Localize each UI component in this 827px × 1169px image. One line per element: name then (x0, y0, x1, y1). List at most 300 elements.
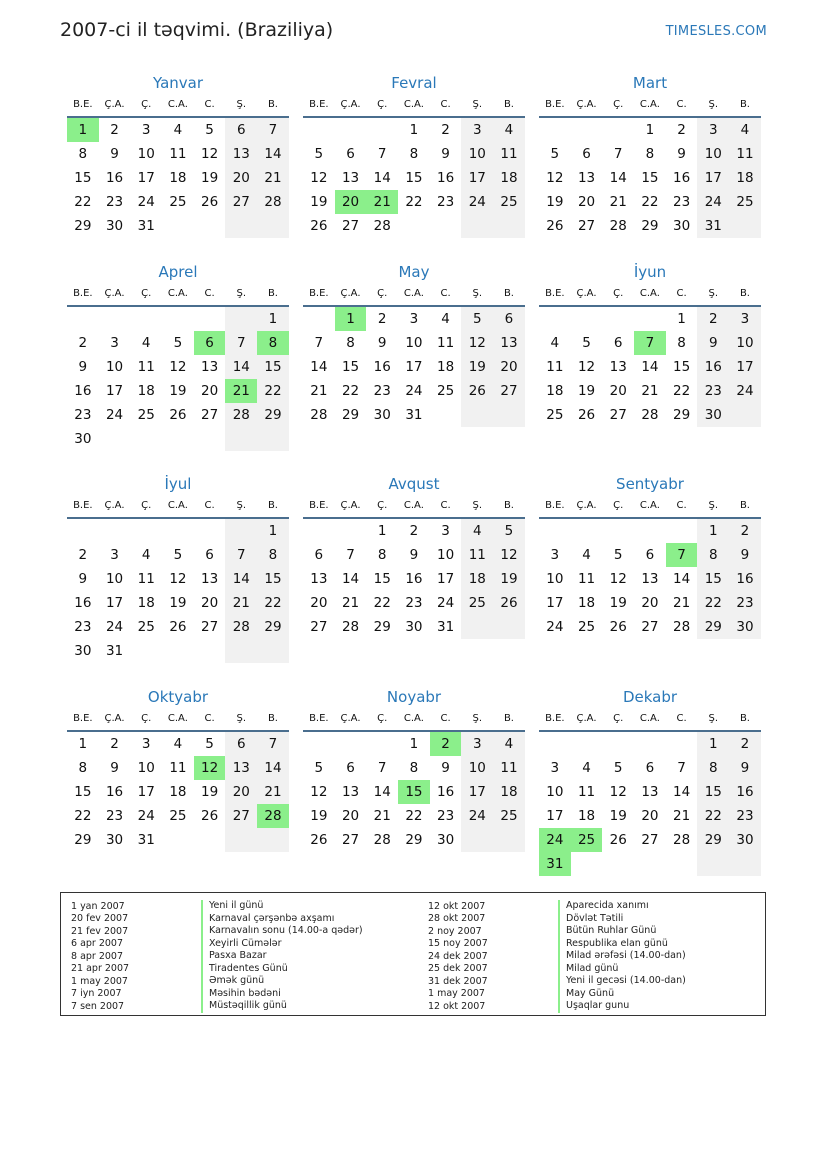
day-grid (303, 307, 525, 427)
day-cell: 22 (405, 194, 423, 210)
weekday-label: Ş. (236, 288, 247, 299)
empty-day-cell (571, 732, 603, 756)
day-cell: 30 (729, 615, 761, 639)
day-cell: 28 (373, 218, 391, 234)
legend-holiday-name: Xeyirli Cümələr (201, 938, 282, 951)
day-cell: 14 (673, 571, 691, 587)
weekday-label: Ş. (236, 713, 247, 724)
day-cell: 26 (310, 218, 328, 234)
weekday-label: B.E. (309, 500, 329, 511)
month-name: Fevral (391, 74, 437, 92)
day-cell: 7 (613, 146, 623, 162)
day-cell: 13 (225, 756, 257, 780)
day-cell: 23 (74, 619, 92, 635)
day-cell: 11 (137, 571, 155, 587)
day-cell: 16 (437, 784, 455, 800)
day-cell: 28 (673, 619, 691, 635)
day-cell: 29 (697, 615, 729, 639)
day-cell: 11 (461, 543, 493, 567)
empty-day-cell (67, 519, 99, 543)
day-cell: 27 (225, 190, 257, 214)
day-cell: 7 (314, 335, 324, 351)
empty-day-cell (493, 214, 525, 238)
weekday-label: C.A. (403, 288, 424, 299)
weekday-label: Ç. (613, 99, 624, 110)
day-cell: 1 (409, 736, 419, 752)
empty-day-cell (162, 519, 194, 543)
legend-date: 15 noy 2007 (428, 938, 488, 950)
day-cell: 8 (409, 146, 419, 162)
day-cell: 22 (697, 591, 729, 615)
day-cell: 13 (341, 784, 360, 800)
weekday-label: B.E. (309, 99, 329, 110)
empty-day-cell (539, 307, 571, 331)
day-cell: 21 (225, 591, 257, 615)
day-cell: 5 (493, 519, 525, 543)
weekday-label: B.E. (73, 713, 93, 724)
weekday-label: Ş. (708, 99, 719, 110)
day-cell: 18 (169, 784, 187, 800)
empty-day-cell (67, 307, 99, 331)
day-cell: 26 (201, 194, 219, 210)
day-cell: 1 (697, 732, 729, 756)
day-cell: 15 (257, 567, 289, 591)
holiday-day-cell: 1 (67, 118, 99, 142)
day-cell: 5 (205, 736, 214, 752)
empty-day-cell (99, 307, 131, 331)
day-cell: 24 (405, 383, 423, 399)
day-cell: 3 (110, 547, 119, 563)
day-cell: 11 (169, 760, 187, 776)
day-cell: 13 (609, 359, 627, 375)
day-cell: 14 (673, 784, 691, 800)
empty-day-cell (257, 828, 289, 852)
day-cell: 20 (225, 780, 257, 804)
legend-row (71, 963, 363, 976)
empty-day-cell (225, 519, 257, 543)
day-cell: 12 (310, 170, 328, 186)
day-cell: 29 (341, 407, 360, 423)
month-name: Yanvar (152, 74, 204, 92)
day-cell: 9 (697, 331, 729, 355)
weekday-label: Ş. (708, 500, 719, 511)
day-cell: 12 (169, 359, 187, 375)
holiday-day-cell: 7 (666, 543, 698, 567)
legend-row (428, 900, 686, 913)
empty-day-cell (162, 427, 194, 451)
day-cell: 10 (461, 756, 493, 780)
day-cell: 17 (137, 170, 155, 186)
day-cell: 22 (74, 194, 92, 210)
weekday-label: C. (676, 99, 687, 110)
weekday-label: C. (440, 500, 451, 511)
weekday-label: Ç. (613, 288, 624, 299)
day-cell: 14 (373, 170, 391, 186)
day-cell: 18 (437, 359, 455, 375)
day-cell: 19 (493, 567, 525, 591)
day-cell: 10 (137, 760, 155, 776)
day-cell: 14 (257, 756, 289, 780)
day-cell: 25 (493, 190, 525, 214)
empty-day-cell (697, 852, 729, 876)
day-cell: 17 (546, 808, 564, 824)
day-cell: 10 (137, 146, 155, 162)
day-cell: 13 (493, 331, 525, 355)
empty-day-cell (634, 852, 666, 876)
weekday-label: C.A. (167, 713, 188, 724)
day-cell: 25 (169, 194, 187, 210)
legend-holiday-name: Yeni il gecəsi (14.00-dan) (558, 975, 686, 988)
legend-row (428, 925, 686, 938)
day-cell: 5 (205, 122, 214, 138)
day-cell: 24 (461, 190, 493, 214)
empty-day-cell (257, 427, 289, 451)
weekday-label: Ş. (236, 99, 247, 110)
empty-day-cell (257, 639, 289, 663)
day-cell: 3 (441, 523, 450, 539)
day-cell: 12 (577, 359, 596, 375)
day-cell: 10 (461, 142, 493, 166)
empty-day-cell (539, 519, 571, 543)
day-cell: 25 (577, 619, 596, 635)
month-block (539, 686, 761, 876)
day-cell: 21 (641, 383, 659, 399)
day-cell: 2 (409, 523, 419, 539)
day-cell: 23 (105, 194, 124, 210)
weekday-label: B. (739, 713, 750, 724)
empty-day-cell (602, 852, 634, 876)
weekday-label: C.A. (639, 99, 660, 110)
day-cell: 4 (441, 311, 450, 327)
weekday-label: B.E. (545, 500, 565, 511)
day-cell: 17 (697, 166, 729, 190)
day-cell: 4 (493, 732, 525, 756)
weekday-label: Ş. (708, 713, 719, 724)
day-cell: 8 (78, 146, 88, 162)
day-cell: 14 (609, 170, 627, 186)
day-cell: 25 (169, 808, 187, 824)
legend-row (71, 938, 363, 951)
empty-day-cell (729, 403, 761, 427)
month-block (67, 473, 289, 663)
month-name: Noyabr (386, 688, 442, 706)
day-cell: 13 (341, 170, 360, 186)
weekday-label: Ş. (472, 99, 483, 110)
day-cell: 11 (546, 359, 564, 375)
day-cell: 22 (697, 804, 729, 828)
empty-day-cell (461, 828, 493, 852)
empty-day-cell (194, 427, 226, 451)
weekday-label: B.E. (545, 713, 565, 724)
legend-holiday-name: Aparecida xanımı (558, 900, 649, 913)
day-cell: 17 (105, 595, 124, 611)
day-cell: 7 (346, 547, 355, 563)
day-cell: 15 (641, 170, 659, 186)
legend-date: 24 dek 2007 (428, 950, 488, 962)
day-cell: 2 (729, 732, 761, 756)
weekday-label: Ç.A. (576, 99, 597, 110)
empty-day-cell (634, 519, 666, 543)
day-cell: 27 (609, 407, 627, 423)
day-cell: 31 (405, 407, 423, 423)
empty-day-cell (493, 403, 525, 427)
day-cell: 13 (641, 784, 659, 800)
day-cell: 28 (609, 218, 627, 234)
day-cell: 28 (225, 403, 257, 427)
day-cell: 26 (577, 407, 596, 423)
weekday-label: C.A. (403, 99, 424, 110)
day-cell: 6 (493, 307, 525, 331)
weekday-label: Ç.A. (576, 713, 597, 724)
day-cell: 4 (461, 519, 493, 543)
weekday-label: B. (267, 99, 278, 110)
day-cell: 30 (373, 407, 391, 423)
day-cell: 6 (346, 146, 355, 162)
legend-date: 12 okt 2007 (428, 1000, 486, 1012)
day-cell: 7 (257, 118, 289, 142)
empty-day-cell (130, 639, 162, 663)
day-cell: 5 (173, 335, 183, 351)
legend-holiday-name: Pasxa Bazar (201, 950, 267, 963)
day-cell: 16 (729, 567, 761, 591)
empty-day-cell (162, 828, 194, 852)
legend-date: 1 may 2007 (71, 975, 128, 987)
weekday-label: B. (503, 288, 514, 299)
day-cell: 27 (641, 832, 659, 848)
day-cell: 19 (201, 170, 219, 186)
day-grid (303, 519, 525, 639)
day-cell: 22 (405, 808, 423, 824)
day-cell: 26 (201, 808, 219, 824)
day-cell: 25 (137, 407, 155, 423)
day-cell: 27 (341, 218, 360, 234)
day-cell: 2 (78, 335, 88, 351)
day-cell: 30 (74, 431, 92, 447)
legend-column (71, 900, 363, 1013)
weekday-header (303, 708, 525, 732)
legend-date: 7 iyn 2007 (71, 988, 122, 1000)
day-cell: 3 (550, 547, 560, 563)
day-cell: 12 (201, 146, 219, 162)
weekday-label: Ş. (472, 500, 483, 511)
day-cell: 23 (673, 194, 691, 210)
month-name: Avqust (388, 475, 440, 493)
day-cell: 20 (641, 808, 659, 824)
day-cell: 3 (141, 122, 151, 138)
day-cell: 2 (441, 122, 450, 138)
empty-day-cell (430, 403, 462, 427)
brand-logo[interactable]: TIMESLES.COM (665, 24, 767, 39)
day-cell: 2 (78, 547, 88, 563)
day-cell: 5 (314, 760, 324, 776)
weekday-header (539, 708, 761, 732)
day-cell: 19 (169, 595, 187, 611)
empty-day-cell (602, 307, 634, 331)
day-cell: 1 (645, 122, 655, 138)
day-cell: 23 (373, 383, 391, 399)
day-cell: 19 (546, 194, 564, 210)
day-cell: 10 (729, 331, 761, 355)
day-cell: 31 (137, 832, 155, 848)
month-name: İyul (164, 475, 192, 493)
day-cell: 13 (641, 571, 659, 587)
holiday-day-cell: 20 (335, 190, 367, 214)
weekday-label: Ç. (377, 713, 388, 724)
day-cell: 21 (673, 595, 691, 611)
day-cell: 27 (577, 218, 596, 234)
day-cell: 15 (697, 567, 729, 591)
day-cell: 3 (141, 736, 151, 752)
weekday-header (67, 495, 289, 519)
legend-holiday-name: Bütün Ruhlar Günü (558, 925, 656, 938)
day-cell: 6 (645, 760, 655, 776)
weekday-label: Ş. (472, 713, 483, 724)
month-block (539, 473, 761, 639)
day-cell: 16 (437, 170, 455, 186)
day-cell: 13 (577, 170, 596, 186)
day-cell: 12 (609, 784, 627, 800)
day-cell: 15 (697, 780, 729, 804)
day-cell: 30 (437, 832, 455, 848)
empty-day-cell (461, 403, 493, 427)
day-cell: 21 (673, 808, 691, 824)
day-cell: 18 (169, 170, 187, 186)
weekday-label: B. (267, 288, 278, 299)
empty-day-cell (602, 519, 634, 543)
weekday-label: B.E. (73, 288, 93, 299)
day-cell: 4 (582, 760, 591, 776)
day-cell: 17 (461, 166, 493, 190)
weekday-header (67, 708, 289, 732)
day-cell: 20 (310, 595, 328, 611)
weekday-label: Ç. (613, 500, 624, 511)
day-cell: 16 (729, 780, 761, 804)
weekday-label: Ç. (141, 713, 152, 724)
day-cell: 8 (409, 760, 419, 776)
day-cell: 21 (341, 595, 360, 611)
weekday-label: C. (440, 288, 451, 299)
day-cell: 28 (673, 832, 691, 848)
day-cell: 22 (257, 591, 289, 615)
holiday-day-cell: 7 (634, 331, 666, 355)
empty-day-cell (162, 639, 194, 663)
empty-day-cell (194, 307, 226, 331)
day-cell: 16 (105, 170, 124, 186)
day-cell: 19 (310, 194, 328, 210)
legend-row (71, 913, 363, 926)
empty-day-cell (225, 828, 257, 852)
weekday-header (67, 94, 289, 118)
empty-day-cell (729, 852, 761, 876)
day-cell: 6 (346, 760, 355, 776)
day-cell: 16 (74, 595, 92, 611)
weekday-label: B.E. (73, 500, 93, 511)
weekday-label: C.A. (167, 500, 188, 511)
legend-row (428, 975, 686, 988)
empty-day-cell (366, 732, 398, 756)
day-cell: 21 (373, 808, 391, 824)
day-cell: 8 (346, 335, 355, 351)
empty-day-cell (666, 732, 698, 756)
day-cell: 1 (78, 736, 88, 752)
day-cell: 1 (257, 307, 289, 331)
weekday-label: Ç.A. (576, 288, 597, 299)
day-cell: 12 (546, 170, 564, 186)
day-cell: 3 (110, 335, 119, 351)
empty-day-cell (225, 307, 257, 331)
legend-row (71, 975, 363, 988)
day-cell: 16 (697, 355, 729, 379)
legend-holiday-name: Karnaval çərşənbə axşamı (201, 913, 334, 926)
day-cell: 30 (105, 218, 124, 234)
empty-day-cell (430, 214, 462, 238)
day-cell: 4 (582, 547, 591, 563)
weekday-label: B.E. (545, 99, 565, 110)
holiday-day-cell: 21 (366, 190, 398, 214)
day-cell: 12 (310, 784, 328, 800)
day-cell: 10 (105, 359, 124, 375)
day-cell: 23 (405, 595, 423, 611)
empty-day-cell (257, 214, 289, 238)
empty-day-cell (539, 732, 571, 756)
empty-day-cell (130, 519, 162, 543)
empty-day-cell (225, 214, 257, 238)
day-cell: 14 (373, 784, 391, 800)
day-cell: 2 (677, 122, 686, 138)
empty-day-cell (602, 118, 634, 142)
day-cell: 2 (110, 736, 119, 752)
month-name: İyun (633, 263, 667, 281)
day-cell: 8 (78, 760, 88, 776)
weekday-header (539, 283, 761, 307)
day-cell: 14 (225, 567, 257, 591)
day-cell: 5 (582, 335, 591, 351)
empty-day-cell (634, 732, 666, 756)
day-cell: 9 (110, 760, 119, 776)
weekday-label: C. (676, 713, 687, 724)
legend-row (428, 1000, 686, 1013)
day-cell: 28 (310, 407, 328, 423)
weekday-header (303, 495, 525, 519)
day-cell: 11 (729, 142, 761, 166)
day-cell: 15 (673, 359, 691, 375)
day-cell: 7 (677, 760, 686, 776)
holiday-day-cell: 12 (194, 756, 226, 780)
day-cell: 18 (461, 567, 493, 591)
day-cell: 8 (697, 543, 729, 567)
day-cell: 9 (377, 335, 387, 351)
day-cell: 14 (341, 571, 360, 587)
day-cell: 22 (341, 383, 360, 399)
day-cell: 30 (697, 403, 729, 427)
day-cell: 23 (437, 194, 455, 210)
day-cell: 15 (405, 170, 423, 186)
day-cell: 23 (729, 591, 761, 615)
day-cell: 2 (377, 311, 387, 327)
day-cell: 11 (493, 756, 525, 780)
month-block (539, 261, 761, 427)
day-cell: 18 (546, 383, 564, 399)
weekday-label: B.E. (73, 99, 93, 110)
empty-day-cell (130, 307, 162, 331)
day-cell: 31 (105, 643, 124, 659)
day-grid (67, 519, 289, 663)
day-cell: 31 (697, 214, 729, 238)
day-cell: 24 (105, 407, 124, 423)
day-cell: 25 (437, 383, 455, 399)
day-cell: 15 (257, 355, 289, 379)
day-cell: 27 (201, 407, 219, 423)
